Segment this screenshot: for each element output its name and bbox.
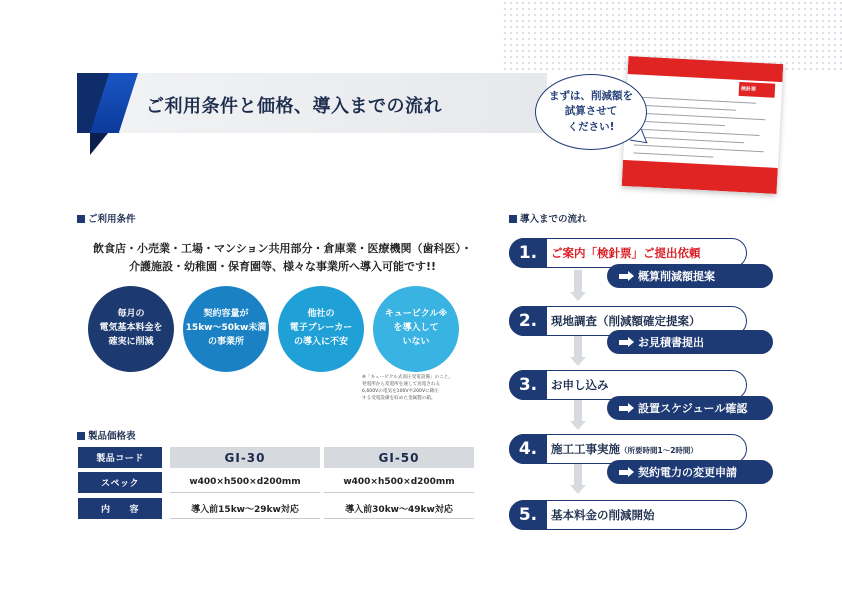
step-label xyxy=(551,441,698,457)
spec-gi50: w400×h500×d200mm xyxy=(324,472,474,493)
condition-circle-cost xyxy=(88,286,174,372)
step-label-highlight: 検針票 xyxy=(597,246,632,260)
product-code-gi50: GI-50 xyxy=(324,447,474,468)
square-bullet-icon xyxy=(77,432,85,440)
cubicle-footnote: ※「キュービクル式高圧受電設備」のこと。 発電所から変電所を通して送電される 6,600Vの電気を100Vや200Vに降圧 する受電設備を収めた金属製の箱。 xyxy=(362,375,453,402)
right-arrow-head-icon xyxy=(628,271,634,281)
step-label: お申し込み xyxy=(551,378,609,392)
right-arrow-head-icon xyxy=(628,403,634,413)
conditions-description xyxy=(85,240,480,275)
condition-circle-cubicle xyxy=(373,286,459,372)
flow-result-3 xyxy=(607,396,773,420)
step-label-main: 施工工事実施 xyxy=(551,442,620,456)
price-heading xyxy=(77,428,136,442)
right-arrow-head-icon xyxy=(628,337,634,347)
step-number: 2. xyxy=(509,306,547,336)
conditions-line-2: 介護施設・幼稚園・保育園等、様々な事業所へ導入可能です!! xyxy=(128,259,437,273)
conditions-line-1: 飲食店・小売業・工場・マンション共用部分・倉庫業・医療機関（歯科医）・ xyxy=(92,242,472,255)
step-number: 5. xyxy=(509,500,547,530)
square-bullet-icon xyxy=(77,215,85,223)
step-label-pre: ご案内「 xyxy=(551,246,597,260)
content-gi50: 導入前30kw〜49kw対応 xyxy=(324,498,474,519)
content-gi30: 導入前15kw〜29kw対応 xyxy=(170,498,320,519)
flow-heading xyxy=(509,211,587,225)
condition-circle-capacity xyxy=(183,286,269,372)
result-label: 設置スケジュール確認 xyxy=(638,402,748,415)
header-accent-shadow xyxy=(90,133,108,155)
row-label: スペック xyxy=(78,472,162,493)
flow-down-arrow-icon xyxy=(570,270,586,302)
step-number: 3. xyxy=(509,370,547,400)
condition-circle-other-breaker xyxy=(278,286,364,372)
square-bullet-icon xyxy=(509,215,517,223)
speech-bubble-text: まずは、削減額を 試算させて ください! xyxy=(549,90,633,133)
right-arrow-icon xyxy=(619,340,628,345)
condition-circle-text: 毎月の 電気基本料金を 確実に削減 xyxy=(99,309,163,347)
spec-gi30: w400×h500×d200mm xyxy=(170,472,320,493)
right-arrow-icon xyxy=(619,406,628,411)
flow-result-2 xyxy=(607,330,773,354)
right-arrow-head-icon xyxy=(628,467,634,477)
condition-circle-text: 他社の 電子ブレーカー の導入に不安 xyxy=(289,309,353,347)
condition-circle-text: 契約容量が 15kw〜50kw未満 の事業所 xyxy=(185,309,267,347)
result-label: 契約電力の変更申請 xyxy=(638,466,737,479)
step-number: 4. xyxy=(509,434,547,464)
price-heading-text: 製品価格表 xyxy=(88,431,136,442)
result-label: お見積書提出 xyxy=(638,336,704,349)
right-arrow-icon xyxy=(619,274,628,279)
flow-result-1 xyxy=(607,264,773,288)
meter-slip-image xyxy=(622,56,784,194)
conditions-heading xyxy=(77,211,136,225)
flow-down-arrow-icon xyxy=(570,463,586,495)
flow-down-arrow-icon xyxy=(570,335,586,367)
slip-stamp-label: 検針票 xyxy=(740,85,757,93)
step-number: 1. xyxy=(509,238,547,268)
step-label: 現地調査（削減額確定提案） xyxy=(551,314,701,328)
flow-heading-text: 導入までの流れ xyxy=(520,214,587,225)
step-label: 基本料金の削減開始 xyxy=(551,508,655,522)
product-code-gi30: GI-30 xyxy=(170,447,320,468)
step-label-post: 」ご提出依頼 xyxy=(631,246,701,260)
right-arrow-icon xyxy=(619,470,628,475)
speech-bubble xyxy=(535,74,647,150)
page-title: ご利用条件と価格、導入までの流れ xyxy=(146,96,442,117)
flow-result-4 xyxy=(607,460,773,484)
conditions-heading-text: ご利用条件 xyxy=(88,214,136,225)
step-label-duration: （所要時間1〜2時間） xyxy=(620,446,698,455)
result-label: 概算削減額提案 xyxy=(638,270,715,283)
condition-circle-text: キュービクル※ を導入して いない xyxy=(384,309,448,347)
flow-down-arrow-icon xyxy=(570,399,586,431)
step-label xyxy=(551,245,701,261)
row-label: 製品コード xyxy=(78,447,162,468)
row-label: 内 容 xyxy=(78,498,162,519)
